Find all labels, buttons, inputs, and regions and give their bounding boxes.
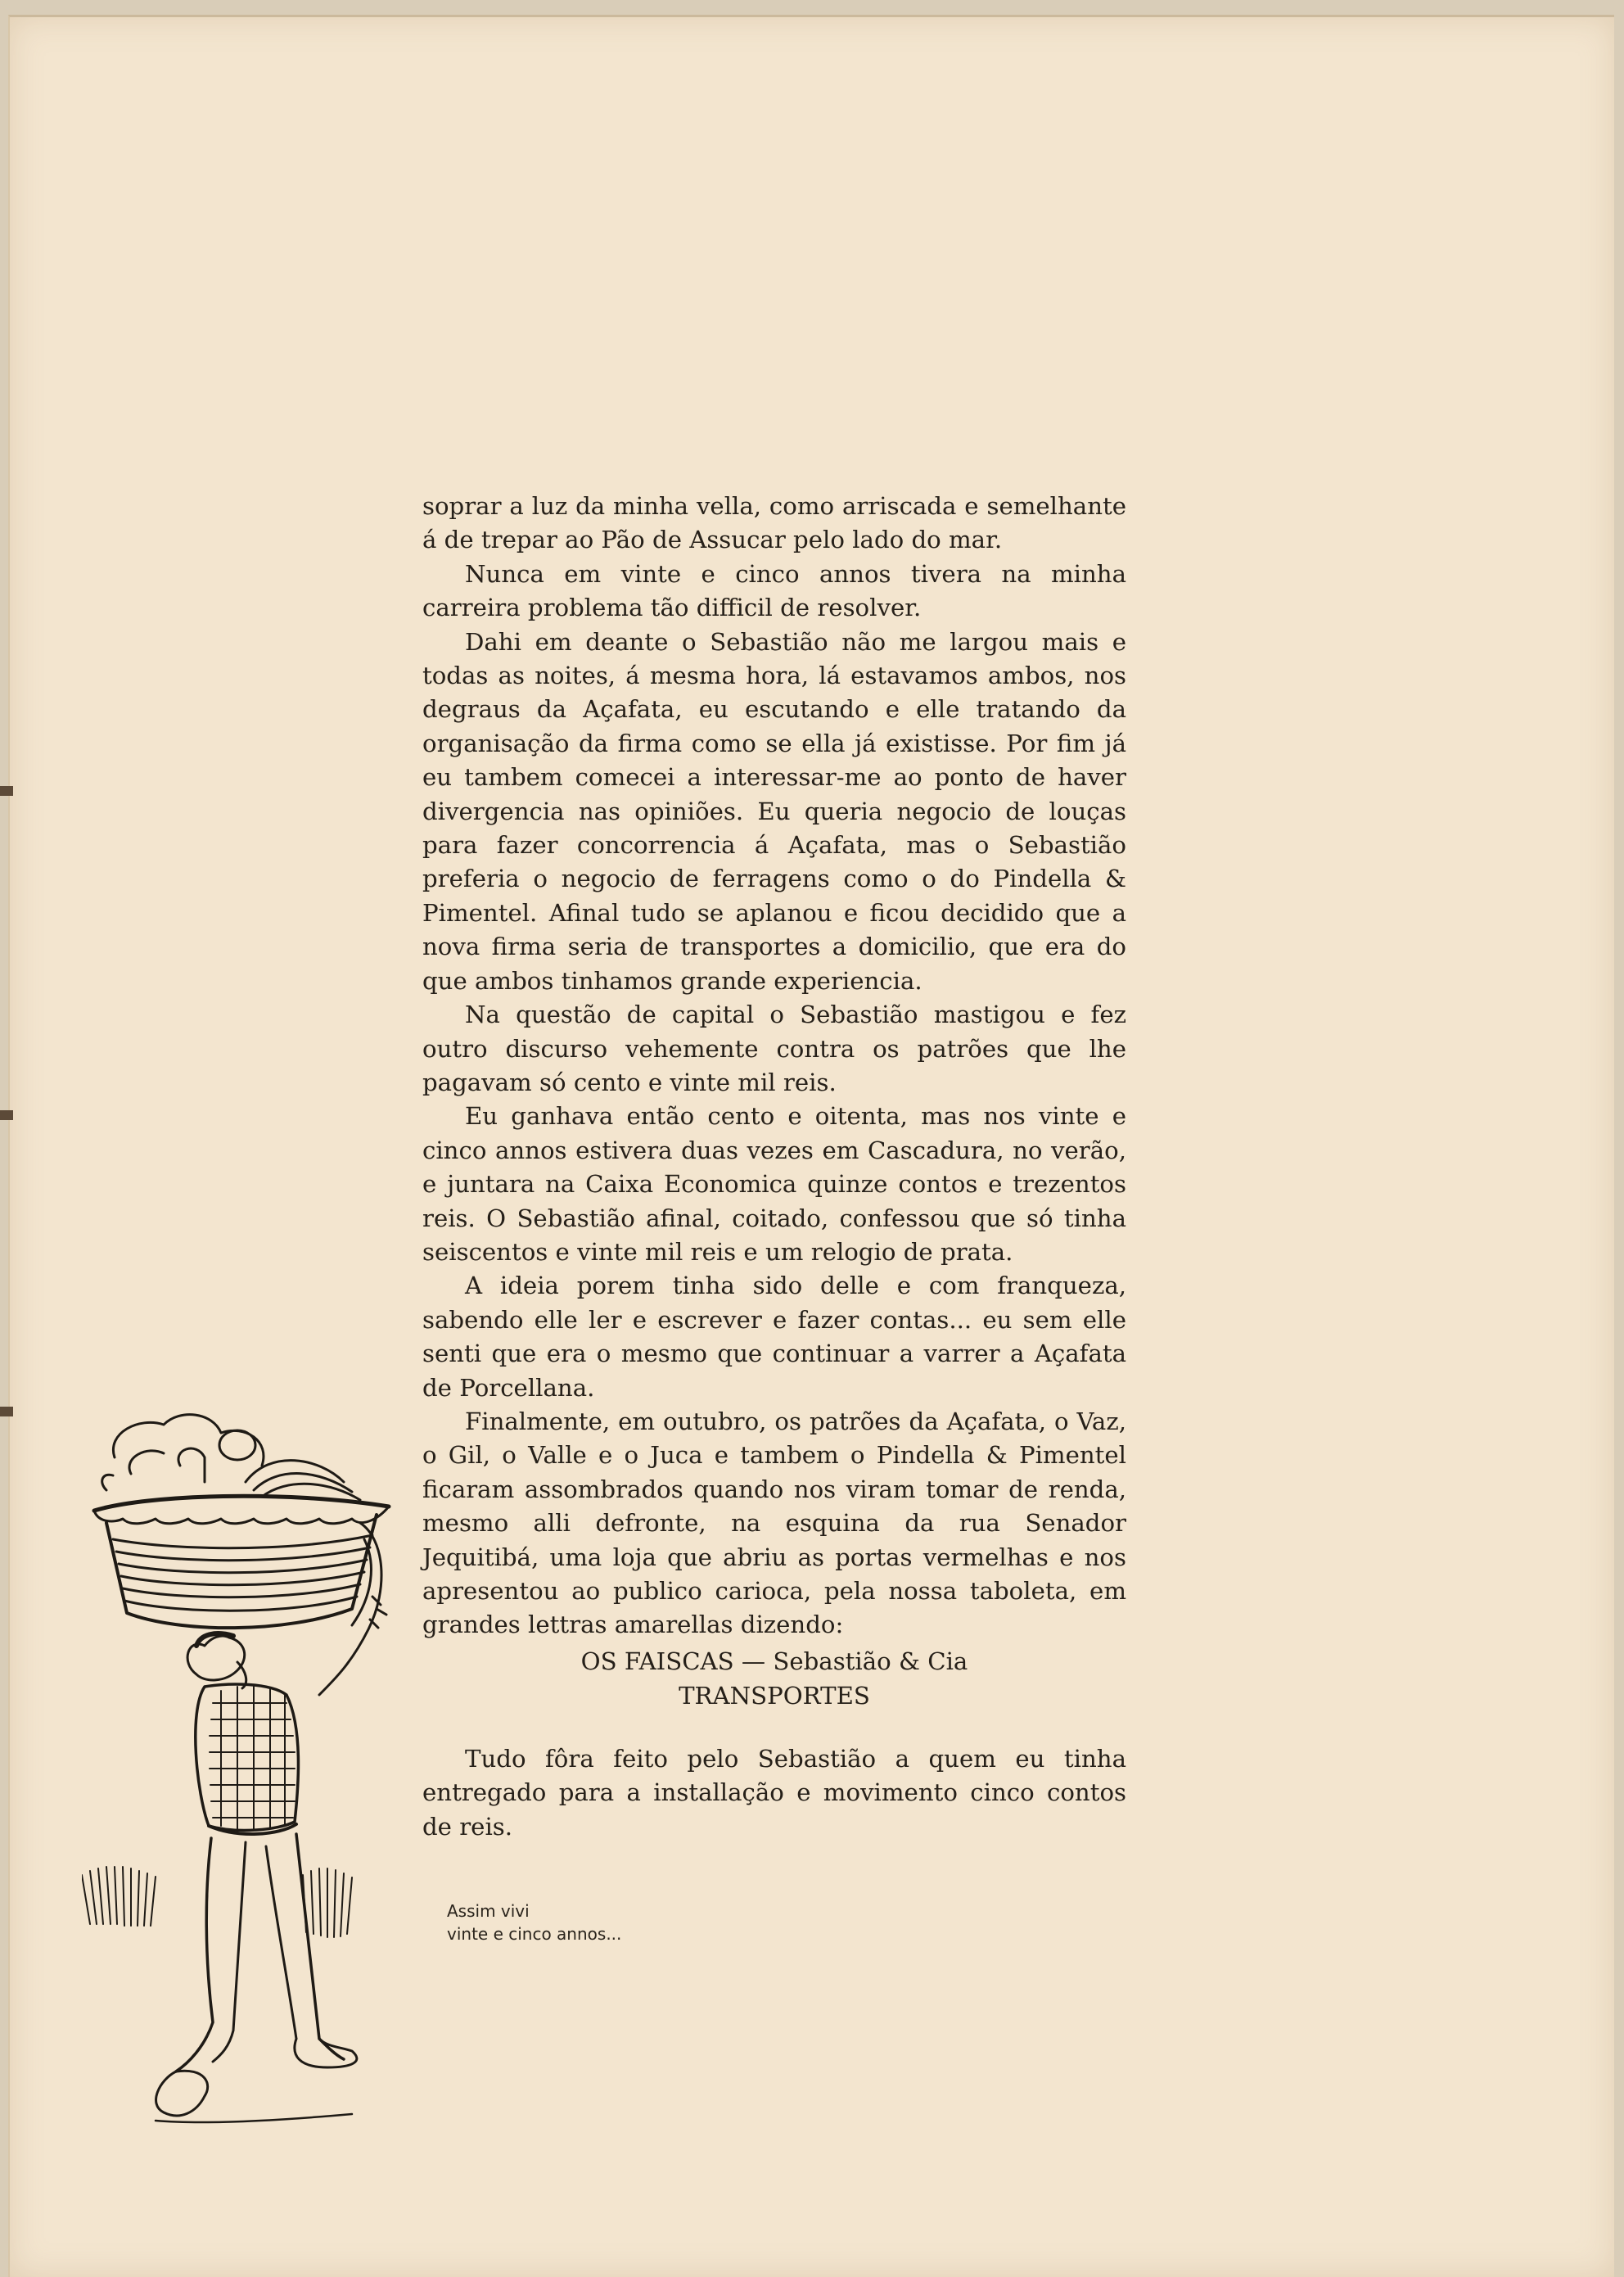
paragraph: Na questão de capital o Sebastião mastigou e fez outro discurso vehemente contra os patrões que lhe pagavam só cento e vinte mil reis. [422, 1001, 1126, 1096]
body-text [422, 490, 1126, 1642]
closing-paragraph: Tudo fôra feito pelo Sebastião a quem eu tinha entregado para a installação e movimento cinco contos de reis. [422, 1745, 1126, 1841]
sign-line-1: OS FAISCAS — Sebastião & Cia [580, 1647, 968, 1675]
shop-sign-text [422, 1644, 1126, 1713]
caption-line-1: Assim vivi [447, 1901, 530, 1921]
sign-line-2: TRANSPORTES [679, 1682, 870, 1710]
illustration-caption [447, 1900, 709, 1945]
caption-line-2: vinte e cinco annos... [447, 1924, 622, 1944]
paragraph: Eu ganhava então cento e oitenta, mas nos vinte e cinco annos estivera duas vezes em Cascadura, no verão, e juntara na Caixa Economica quinze contos e trezentos reis. O Sebastião afinal, coitado, confessou que só tinha seiscentos e vinte mil reis e um relogio de prata. [422, 1102, 1126, 1266]
porter-carrying-basket-illustration [82, 1400, 442, 2178]
page-notch [0, 1110, 13, 1120]
page-notch [0, 786, 13, 796]
paragraph: Finalmente, em outubro, os patrões da Açafata, o Vaz, o Gil, o Valle e o Juca e tambem o Pindella & Pimentel ficaram assombrados quando nos viram tomar de renda, mesmo alli defronte, na esquina da rua Senador Jequitibá, uma loja que abriu as portas vermelhas e nos apresentou ao publico carioca, pela nossa taboleta, em grandes lettras amarellas dizendo: [422, 1407, 1126, 1639]
paragraph: Nunca em vinte e cinco annos tivera na minha carreira problema tão difficil de resolver. [422, 559, 1126, 622]
paragraph: A ideia porem tinha sido delle e com franqueza, sabendo elle ler e escrever e fazer contas... eu sem elle senti que era o mesmo que continuar a varrer a Açafata de Porcellana. [422, 1272, 1126, 1402]
paragraph: Dahi em deante o Sebastião não me largou mais e todas as noites, á mesma hora, lá estavamos ambos, nos degraus da Açafata, eu escutando e elle tratando da organisação da firma como se ella já existisse. Por fim já eu tambem comecei a interessar-me ao ponto de haver divergencia nas opiniões. Eu queria negocio de louças para fazer concorrencia á Açafata, mas o Sebastião preferia o negocio de ferragens como o do Pindella & Pimentel. Afinal tudo se aplanou e ficou decidido que a nova firma seria de transportes a domicilio, que era do que ambos tinhamos grande experiencia. [422, 627, 1126, 995]
page-notch [0, 1407, 13, 1416]
paragraph: soprar a luz da minha vella, como arriscada e semelhante á de trepar ao Pão de Assucar pelo lado do mar. [422, 492, 1126, 554]
